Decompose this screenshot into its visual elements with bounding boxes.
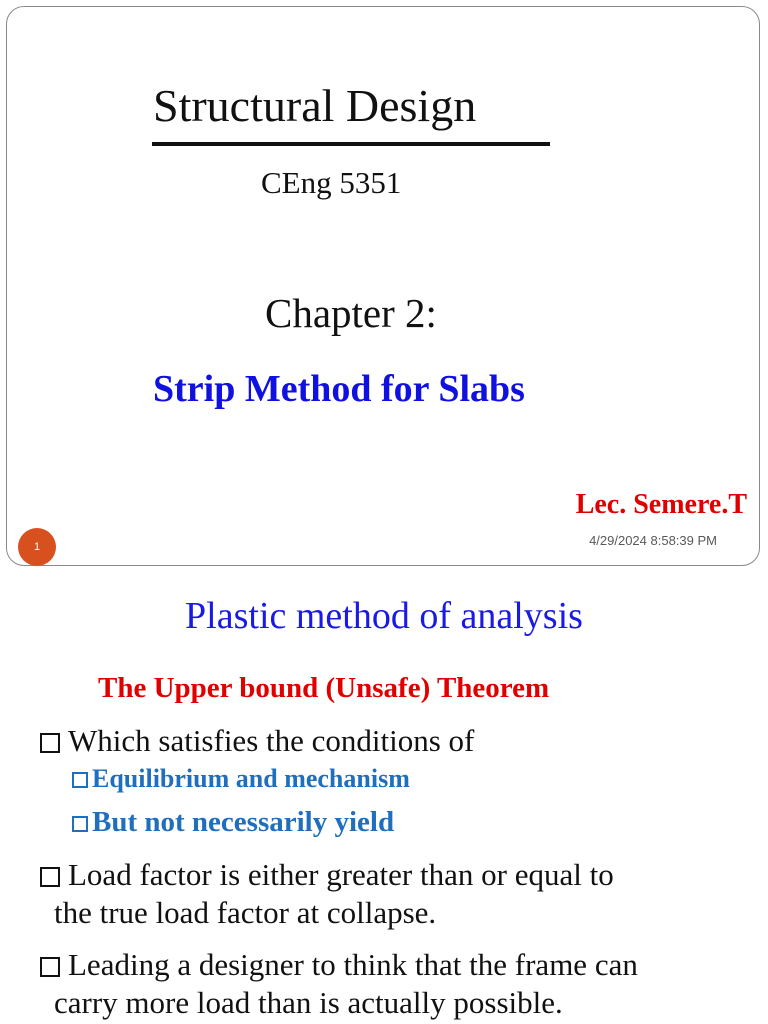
title-slide — [6, 6, 760, 566]
sub-bullet-text: But not necessarily yield — [92, 806, 395, 838]
bullet-item — [40, 856, 720, 932]
hollow-square-bullet-icon — [40, 867, 60, 887]
bullet-text-continuation: carry more load than is actually possible. — [54, 985, 563, 1020]
sub-bullet-item — [72, 764, 410, 794]
slide-timestamp: 4/29/2024 8:58:39 PM — [589, 533, 717, 548]
section-heading: Plastic method of analysis — [185, 595, 583, 637]
sub-bullet-text: Equilibrium and mechanism — [92, 764, 410, 793]
bullet-text: Load factor is either greater than or equal to — [68, 857, 614, 892]
hollow-square-bullet-icon — [40, 957, 60, 977]
lecturer-name: Lec. Semere.T — [575, 489, 747, 520]
bullet-text-continuation: the true load factor at collapse. — [54, 895, 437, 930]
bullet-item — [40, 946, 730, 1022]
slide-title: Structural Design — [153, 80, 477, 131]
bullet-item — [40, 722, 474, 760]
hollow-square-bullet-icon — [40, 733, 60, 753]
slide-number-badge: 1 — [18, 528, 56, 566]
chapter-subtitle: Strip Method for Slabs — [153, 368, 525, 410]
sub-bullet-item — [72, 806, 394, 839]
theorem-title: The Upper bound (Unsafe) Theorem — [98, 672, 550, 704]
bullet-text: Leading a designer to think that the frame can — [68, 947, 638, 982]
course-code: CEng 5351 — [261, 165, 402, 200]
hollow-square-bullet-icon — [72, 816, 88, 832]
bullet-text: Which satisfies the conditions of — [68, 723, 475, 758]
hollow-square-bullet-icon — [72, 772, 88, 788]
chapter-label: Chapter 2: — [265, 290, 437, 336]
title-underline — [152, 142, 550, 146]
